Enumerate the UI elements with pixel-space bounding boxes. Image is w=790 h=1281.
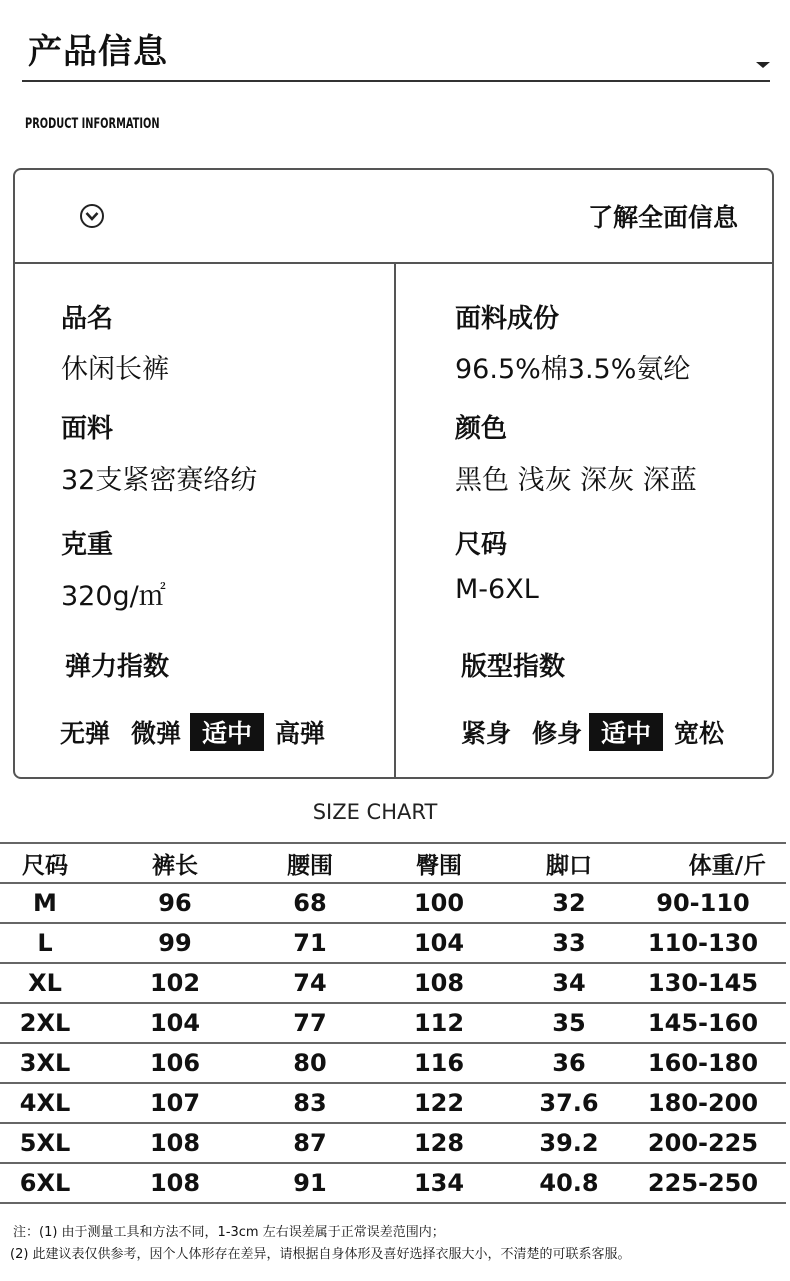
table-row [0,883,786,923]
table-cell: 108 [90,1123,260,1163]
table-cell: 91 [260,1163,360,1203]
column-header: 裤长 [90,843,260,883]
column-header: 腰围 [260,843,360,883]
fit-label: 版型指数 [461,652,566,682]
composition-label: 面料成份 [455,304,560,334]
chevron-down-circle-icon [79,203,105,229]
table-cell: 100 [360,883,518,923]
table-cell: 36 [518,1043,620,1083]
table-cell: 104 [360,923,518,963]
column-header: 体重/斤 [620,843,786,883]
table-row [0,1083,786,1123]
column-header: 臀围 [360,843,518,883]
table-cell: 110-130 [620,923,786,963]
column-header: 脚口 [518,843,620,883]
table-cell: 104 [90,1003,260,1043]
table-cell: 34 [518,963,620,1003]
table-cell: XL [0,963,90,1003]
size-chart-table [0,842,786,1204]
table-cell: 108 [360,963,518,1003]
table-cell: 2XL [0,1003,90,1043]
table-cell: 80 [260,1043,360,1083]
table-cell: 74 [260,963,360,1003]
table-cell: 106 [90,1043,260,1083]
table-cell: 145-160 [620,1003,786,1043]
color-label: 颜色 [455,414,508,444]
table-cell: 68 [260,883,360,923]
elasticity-option: 无弹 [60,719,111,748]
table-cell: 107 [90,1083,260,1123]
table-cell: 180-200 [620,1083,786,1123]
table-row [0,1043,786,1083]
table-cell: 122 [360,1083,518,1123]
table-cell: 225-250 [620,1163,786,1203]
table-cell: 71 [260,923,360,963]
size-value: M-6XL [455,574,539,605]
table-cell: 134 [360,1163,518,1203]
color-value: 黑色 浅灰 深灰 深蓝 [455,465,697,496]
size-label: 尺码 [455,530,508,560]
weight-label: 克重 [61,530,114,560]
table-cell: M [0,883,90,923]
product-name-label: 品名 [61,304,114,334]
table-cell: 108 [90,1163,260,1203]
table-cell: 37.6 [518,1083,620,1123]
note-line-1: 注：(1) 由于测量工具和方法不同，1-3cm 左右误差属于正常误差范围内； [13,1225,445,1240]
table-cell: 200-225 [620,1123,786,1163]
table-cell: 90-110 [620,883,786,923]
fit-option: 修身 [532,719,583,748]
table-cell: 5XL [0,1123,90,1163]
card-column-divider [394,263,396,779]
table-header-row [0,843,786,883]
table-cell: 128 [360,1123,518,1163]
table-cell: 160-180 [620,1043,786,1083]
fit-option: 紧身 [461,719,512,748]
elasticity-label: 弹力指数 [65,652,170,682]
elasticity-option-selected: 适中 [190,713,264,751]
fabric-label: 面料 [61,414,114,444]
note-line-2: (2) 此建议表仅供参考，因个人体形存在差异，请根据自身体形及喜好选择衣服大小，不清楚的可联系客服。 [10,1247,631,1262]
table-cell: 102 [90,963,260,1003]
table-row [0,923,786,963]
table-cell: 35 [518,1003,620,1043]
page-subtitle: PRODUCT INFORMATION [25,116,160,132]
table-cell: 40.8 [518,1163,620,1203]
table-cell: 39.2 [518,1123,620,1163]
table-row [0,1003,786,1043]
table-cell: 32 [518,883,620,923]
table-cell: 87 [260,1123,360,1163]
elasticity-option: 高弹 [275,719,326,748]
column-header: 尺码 [0,843,90,883]
table-cell: 3XL [0,1043,90,1083]
table-cell: 96 [90,883,260,923]
table-cell: 99 [90,923,260,963]
caret-down-icon [756,62,770,68]
fit-option-selected: 适中 [589,713,663,751]
table-row [0,1123,786,1163]
page-title: 产品信息 [28,32,168,72]
product-name-value: 休闲长裤 [61,354,169,385]
table-cell: 112 [360,1003,518,1043]
size-chart-title: SIZE CHART [312,800,438,824]
title-divider [22,80,770,82]
table-cell: 83 [260,1083,360,1123]
table-cell: 33 [518,923,620,963]
fit-option: 宽松 [674,719,725,748]
table-cell: 4XL [0,1083,90,1123]
weight-value: 320g/㎡ [61,581,166,612]
table-cell: L [0,923,90,963]
table-cell: 6XL [0,1163,90,1203]
table-cell: 77 [260,1003,360,1043]
table-row [0,1163,786,1203]
table-row [0,963,786,1003]
learn-more-label: 了解全面信息 [588,203,739,232]
table-cell: 130-145 [620,963,786,1003]
composition-value: 96.5%棉3.5%氨纶 [455,354,691,385]
fabric-value: 32支紧密赛络纺 [61,465,258,496]
elasticity-option: 微弹 [131,719,182,748]
table-cell: 116 [360,1043,518,1083]
